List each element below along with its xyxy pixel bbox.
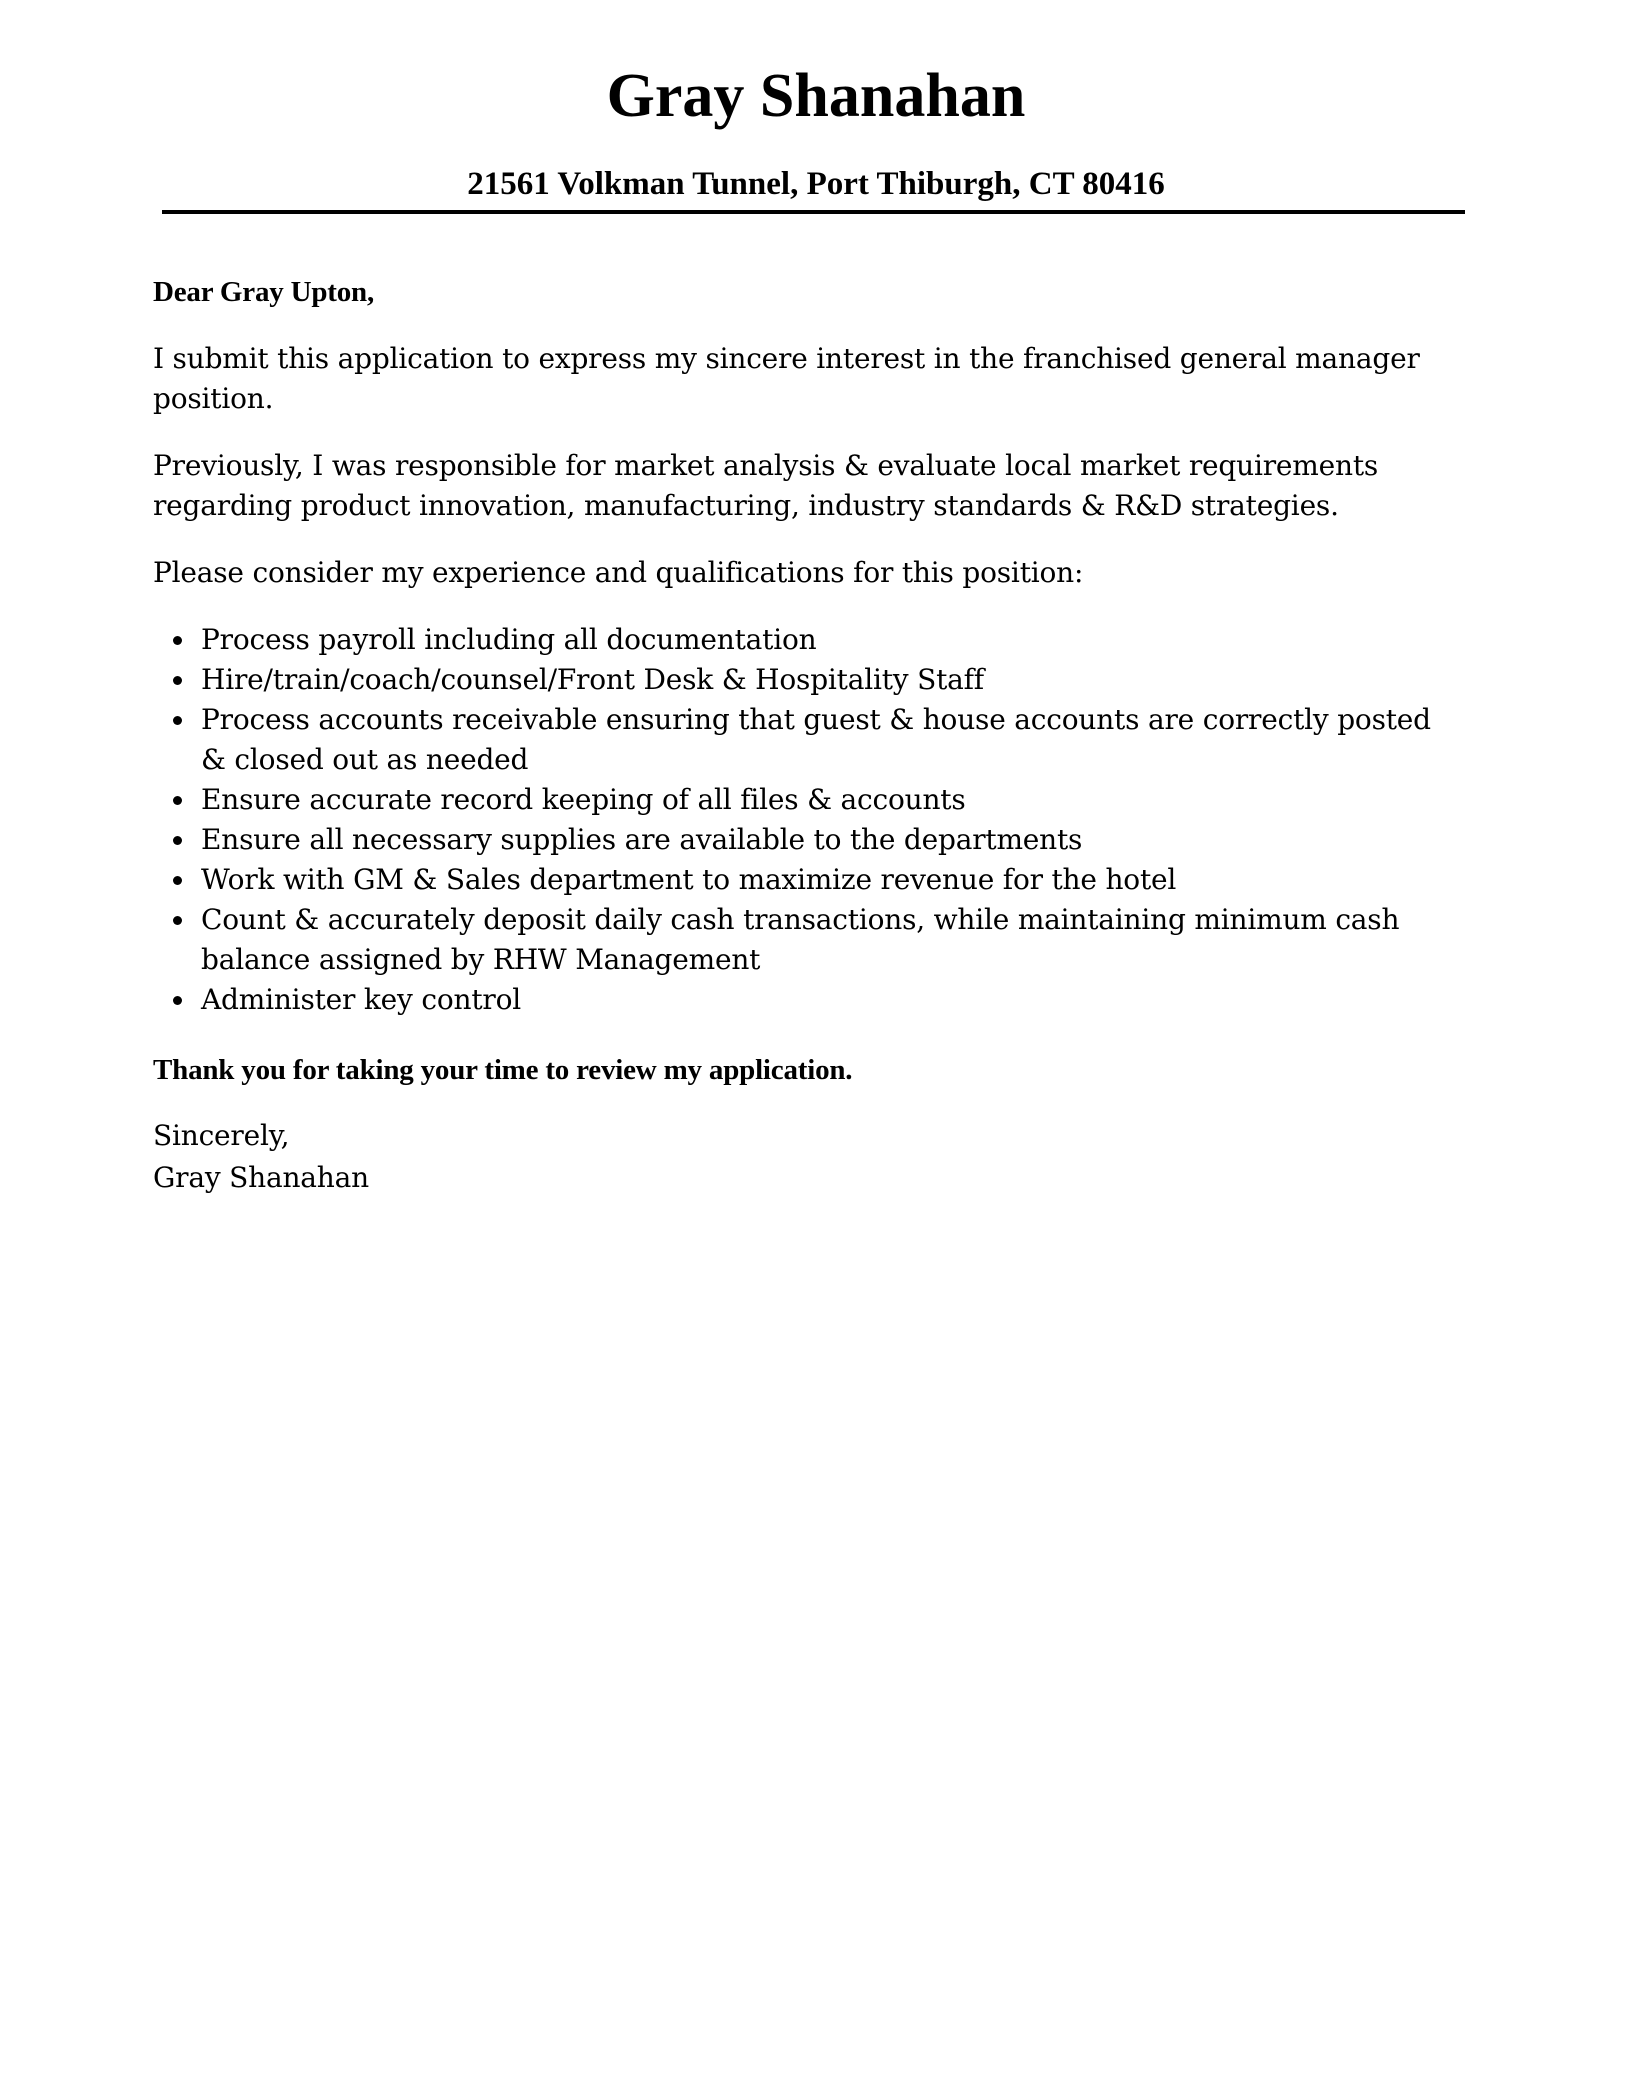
signature-name: Gray Shanahan: [153, 1161, 369, 1194]
list-item-text: Process accounts receivable ensuring that guest & house accounts are correctly posted & closed out as needed: [201, 703, 1431, 776]
experience-paragraph: Previously, I was responsible for market analysis & evaluate local market requirements regarding product innovation, manufacturing, industry standards & R&D strategies.: [153, 449, 1379, 522]
list-item: [201, 780, 1453, 820]
qualifications-lead-in: Please consider my experience and qualifications for this position:: [153, 556, 1084, 589]
list-item: [201, 980, 1453, 1020]
letter-body: [153, 272, 1453, 1199]
list-item: [201, 860, 1453, 900]
list-item-text: Ensure accurate record keeping of all files & accounts: [201, 783, 966, 816]
list-item: [201, 900, 1453, 980]
applicant-address: 21561 Volkman Tunnel, Port Thiburgh, CT 80416: [467, 166, 1165, 202]
bullet-icon: [173, 876, 182, 885]
bullet-icon: [173, 716, 182, 725]
qualifications-list: [153, 620, 1453, 1020]
salutation: Dear Gray Upton,: [153, 276, 374, 308]
header-divider: [162, 210, 1465, 214]
list-item: [201, 660, 1453, 700]
list-item-text: Count & accurately deposit daily cash transactions, while maintaining minimum cash balance assigned by RHW Management: [201, 903, 1400, 976]
bullet-icon: [173, 836, 182, 845]
list-item: [201, 620, 1453, 660]
bullet-icon: [173, 916, 182, 925]
bullet-icon: [173, 996, 182, 1005]
bullet-icon: [173, 636, 182, 645]
applicant-name: Gray Shanahan: [606, 62, 1026, 130]
list-item-text: Work with GM & Sales department to maximize revenue for the hotel: [201, 863, 1177, 896]
closing-statement: Thank you for taking your time to review my application.: [153, 1054, 853, 1086]
list-item-text: Ensure all necessary supplies are available to the departments: [201, 823, 1083, 856]
list-item-text: Administer key control: [201, 983, 521, 1016]
list-item-text: Process payroll including all documentation: [201, 623, 817, 656]
bullet-icon: [173, 676, 182, 685]
list-item: [201, 700, 1453, 780]
bullet-icon: [173, 796, 182, 805]
list-item: [201, 820, 1453, 860]
list-item-text: Hire/train/coach/counsel/Front Desk & Hospitality Staff: [201, 663, 984, 696]
sign-off: Sincerely,: [153, 1119, 290, 1152]
intro-paragraph: I submit this application to express my sincere interest in the franchised general manager position.: [153, 342, 1420, 415]
